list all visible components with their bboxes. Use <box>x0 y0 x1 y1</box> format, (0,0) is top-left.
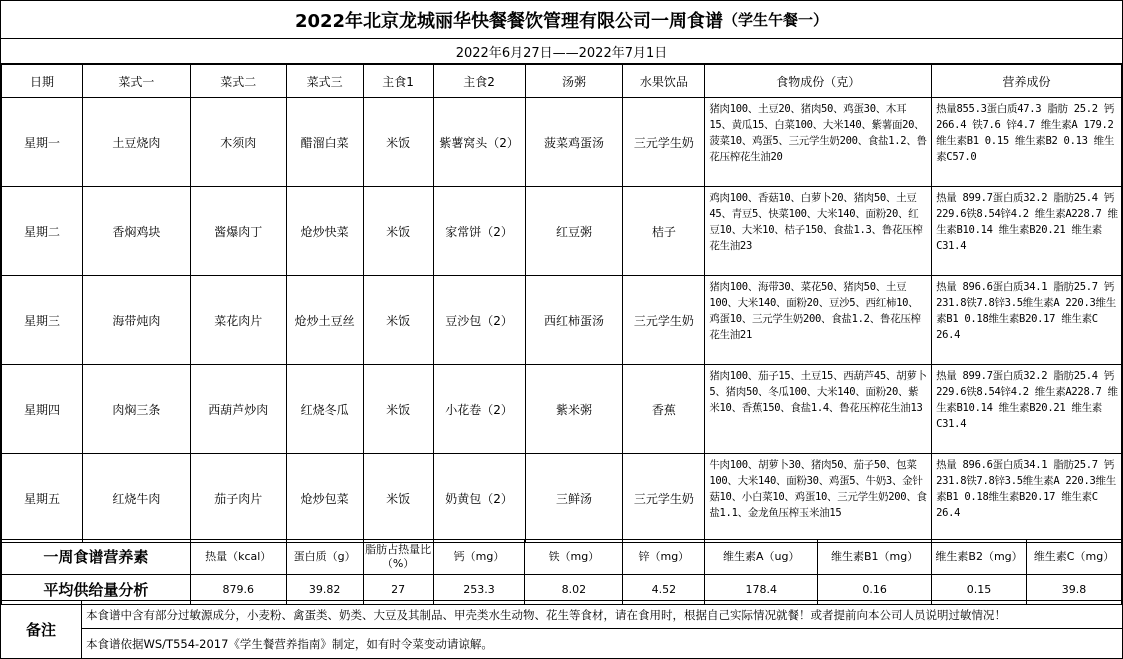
soup-cell: 红豆粥 <box>525 187 623 276</box>
header-dish2: 菜式二 <box>190 65 286 98</box>
header-date: 日期 <box>2 65 83 98</box>
nutrient-header: 锌（mg） <box>623 540 705 575</box>
staple2-cell: 家常饼（2） <box>433 187 525 276</box>
table-row <box>2 187 1122 276</box>
ingredients-cell: 猪肉100、海带30、菜花50、猪肉50、土豆100、大米140、面粉20、豆沙5、西红柿10、鸡蛋10、三元学生奶200、食盐1.2、鲁花压榨花生油21 <box>705 276 932 365</box>
nutrition-summary-table <box>1 539 1122 605</box>
staple1-cell: 米饭 <box>363 365 433 454</box>
staple1-cell: 米饭 <box>363 98 433 187</box>
nutrient-header: 蛋白质（g） <box>286 540 363 575</box>
dish1-cell: 香焖鸡块 <box>82 187 190 276</box>
dish3-cell: 红烧冬瓜 <box>286 365 363 454</box>
ingredients-cell: 牛肉100、胡萝卜30、猪肉50、茄子50、包菜100、大米140、面粉30、鸡蛋5、牛奶3、金针菇10、小白菜10、鸡蛋10、三元学生奶200、食盐1.1、金龙鱼压榨玉米油15 <box>705 454 932 543</box>
ingredients-cell: 猪肉100、茄子15、土豆15、西葫芦45、胡萝卜5、猪肉50、冬瓜100、大米140、面粉20、紫米10、香蕉150、食盐1.4、鲁花压榨花生油13 <box>705 365 932 454</box>
nutrient-value: 39.8 <box>1027 575 1122 605</box>
nutrition-label-top: 一周食谱营养素 <box>2 540 191 575</box>
header-fruit: 水果饮品 <box>623 65 705 98</box>
page-title <box>1 1 1122 39</box>
date-range: 2022年6月27日——2022年7月1日 <box>1 39 1122 64</box>
nutrient-header: 维生素C（mg） <box>1027 540 1122 575</box>
nutrient-header: 铁（mg） <box>525 540 623 575</box>
header-staple1: 主食1 <box>363 65 433 98</box>
staple1-cell: 米饭 <box>363 187 433 276</box>
nutrient-value: 178.4 <box>705 575 818 605</box>
dish2-cell: 木须肉 <box>190 98 286 187</box>
dish2-cell: 茄子肉片 <box>190 454 286 543</box>
table-row <box>2 276 1122 365</box>
staple2-cell: 豆沙包（2） <box>433 276 525 365</box>
fruit-cell: 三元学生奶 <box>623 454 705 543</box>
nutrition-cell: 热量 899.7蛋白质32.2 脂肪25.4 钙229.6铁8.54锌4.2 维生素A228.7 维生素B10.14 维生素B20.21 维生素C31.4 <box>932 365 1122 454</box>
allergen-note: 本食谱中含有部分过敏源成分，小麦粉、禽蛋类、奶类、大豆及其制品、甲壳类水生动物、花生等食材，请在食用时，根据自己实际情况就餐！或者提前向本公司人员说明过敏情况！ <box>82 601 1122 629</box>
dish2-cell: 菜花肉片 <box>190 276 286 365</box>
nutrition-label-bottom: 平均供给量分析 <box>2 575 191 605</box>
notes-label: 备注 <box>1 601 82 658</box>
dish2-cell: 西葫芦炒肉 <box>190 365 286 454</box>
fruit-cell: 桔子 <box>623 187 705 276</box>
nutrition-cell: 热量 896.6蛋白质34.1 脂肪25.7 钙231.8铁7.8锌3.5维生素A 220.3维生素B1 0.18维生素B20.17 维生素C 26.4 <box>932 454 1122 543</box>
nutrition-cell: 热量855.3蛋白质47.3 脂肪 25.2 钙 266.4 铁7.6 锌4.7 维生素A 179.2 维生素B1 0.15 维生素B2 0.13 维生素C57.0 <box>932 98 1122 187</box>
weekly-menu-table <box>1 64 1122 543</box>
header-ingredients: 食物成份（克） <box>705 65 932 98</box>
nutrient-value: 0.15 <box>932 575 1027 605</box>
header-dish3: 菜式三 <box>286 65 363 98</box>
staple2-cell: 奶黄包（2） <box>433 454 525 543</box>
ingredients-cell: 鸡肉100、香菇10、白萝卜20、猪肉50、土豆45、青豆5、快菜100、大米140、面粉20、红豆10、大米10、桔子150、食盐1.3、鲁花压榨花生油23 <box>705 187 932 276</box>
nutrition-header-row <box>2 540 1122 575</box>
nutrient-header: 维生素A（ug） <box>705 540 818 575</box>
dish1-cell: 红烧牛肉 <box>82 454 190 543</box>
fruit-cell: 三元学生奶 <box>623 276 705 365</box>
header-nutrition: 营养成份 <box>932 65 1122 98</box>
nutrient-header: 钙（mg） <box>433 540 525 575</box>
guideline-note: 本食谱依据WS/T554-2017《学生餐营养指南》制定，如有时令菜变动请谅解。 <box>86 637 493 651</box>
dish3-cell: 炝炒包菜 <box>286 454 363 543</box>
day-cell: 星期一 <box>2 98 83 187</box>
dish2-cell: 酱爆肉丁 <box>190 187 286 276</box>
staple1-cell: 米饭 <box>363 276 433 365</box>
table-row <box>2 365 1122 454</box>
dish1-cell: 土豆烧肉 <box>82 98 190 187</box>
day-cell: 星期五 <box>2 454 83 543</box>
staple2-cell: 紫薯窝头（2） <box>433 98 525 187</box>
soup-cell: 紫米粥 <box>525 365 623 454</box>
table-row <box>2 98 1122 187</box>
nutrient-value: 0.16 <box>818 575 932 605</box>
soup-cell: 菠菜鸡蛋汤 <box>525 98 623 187</box>
nutrient-value: 253.3 <box>433 575 525 605</box>
table-row <box>2 454 1122 543</box>
nutrient-value: 4.52 <box>623 575 705 605</box>
staple2-cell: 小花卷（2） <box>433 365 525 454</box>
title-main: 2022年北京龙城丽华快餐餐饮管理有限公司一周食谱 <box>294 10 724 32</box>
header-staple2: 主食2 <box>433 65 525 98</box>
nutrient-header: 维生素B2（mg） <box>932 540 1027 575</box>
ingredients-cell: 猪肉100、土豆20、猪肉50、鸡蛋30、木耳15、黄瓜15、白菜100、大米140、紫薯面20、菠菜10、鸡蛋5、三元学生奶200、食盐1.2、鲁花压榨花生油20 <box>705 98 932 187</box>
fruit-cell: 三元学生奶 <box>623 98 705 187</box>
nutrition-cell: 热量 896.6蛋白质34.1 脂肪25.7 钙231.8铁7.8锌3.5维生素A 220.3维生素B1 0.18维生素B20.17 维生素C 26.4 <box>932 276 1122 365</box>
day-cell: 星期四 <box>2 365 83 454</box>
header-dish1: 菜式一 <box>82 65 190 98</box>
nutrient-header: 维生素B1（mg） <box>818 540 932 575</box>
day-cell: 星期二 <box>2 187 83 276</box>
soup-cell: 西红柿蛋汤 <box>525 276 623 365</box>
fruit-cell: 香蕉 <box>623 365 705 454</box>
header-soup: 汤粥 <box>525 65 623 98</box>
nutrient-value: 27 <box>363 575 433 605</box>
dish1-cell: 肉焖三条 <box>82 365 190 454</box>
notes-section <box>1 601 1122 658</box>
staple1-cell: 米饭 <box>363 454 433 543</box>
nutrient-header: 脂肪占热量比（%） <box>363 540 433 575</box>
nutrient-header: 热量（kcal） <box>190 540 286 575</box>
nutrition-cell: 热量 899.7蛋白质32.2 脂肪25.4 钙229.6铁8.54锌4.2 维生素A228.7 维生素B10.14 维生素B20.21 维生素C31.4 <box>932 187 1122 276</box>
nutrient-value: 879.6 <box>190 575 286 605</box>
nutrient-value: 39.82 <box>286 575 363 605</box>
dish3-cell: 炝炒快菜 <box>286 187 363 276</box>
dish3-cell: 炝炒土豆丝 <box>286 276 363 365</box>
day-cell: 星期三 <box>2 276 83 365</box>
soup-cell: 三鲜汤 <box>525 454 623 543</box>
title-sub: （学生午餐一） <box>723 11 829 29</box>
menu-header-row <box>2 65 1122 98</box>
dish1-cell: 海带炖肉 <box>82 276 190 365</box>
dish3-cell: 醋溜白菜 <box>286 98 363 187</box>
nutrient-value: 8.02 <box>525 575 623 605</box>
